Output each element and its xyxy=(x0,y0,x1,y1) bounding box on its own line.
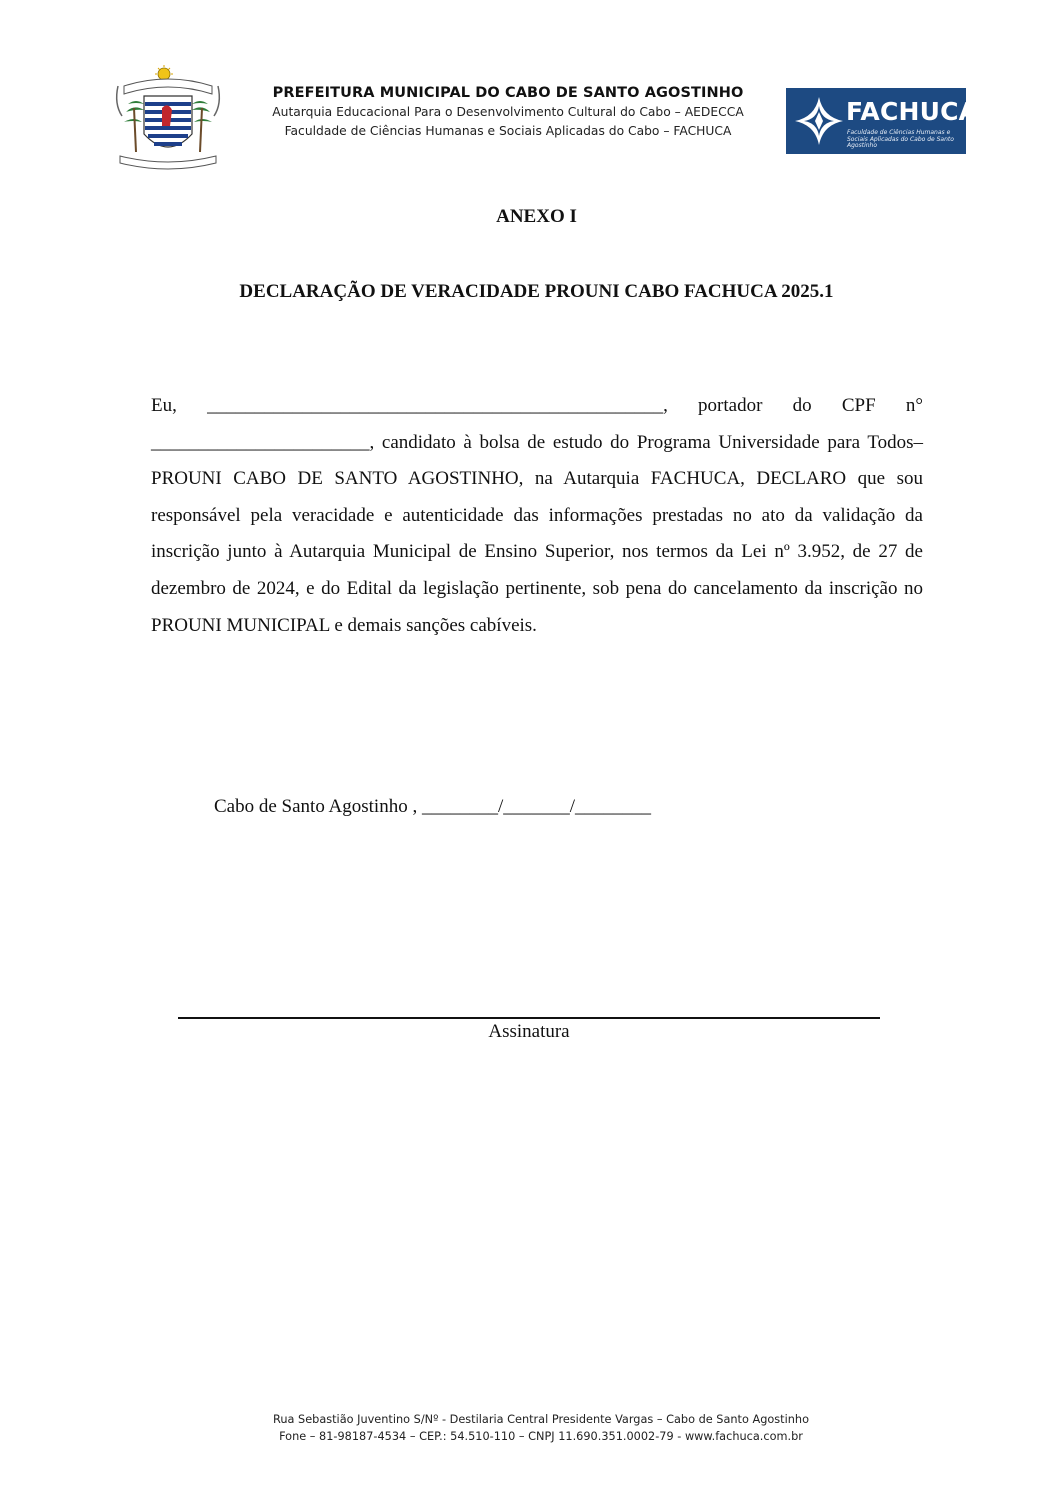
declaration-paragraph: Eu, ________________________________________________, portador do CPF n° _______________________, candidato à bolsa de estudo do Programa Universidade para Todos– PROUNI CABO DE SANTO AGOSTINHO, na Autarquia FACHUCA, DECLARO que sou responsável pela veracidade e autenticidade das informações prestadas no ato da validação da inscrição junto à Autarquia Municipal de Ensino Superior, nos termos da Lei nº 3.952, de 27 de dezembro de 2024, e do Edital da legislação pertinente, sob pena do cancelamento da inscrição no PROUNI MUNICIPAL e demais sanções cabíveis. xyxy=(151,395,923,636)
aedecca-line: Autarquia Educacional Para o Desenvolvimento Cultural do Cabo – AEDECCA xyxy=(272,105,744,119)
footer-contact: Fone – 81-98187-4534 – CEP.: 54.510-110 – CNPJ 11.690.351.0002-79 - www.fachuca.com.br xyxy=(279,1430,803,1443)
document-title: DECLARAÇÃO DE VERACIDADE PROUNI CABO FACHUCA 2025.1 xyxy=(239,281,834,302)
annex-heading: ANEXO I xyxy=(496,206,577,227)
date-field: Cabo de Santo Agostinho , ________/_______/________ xyxy=(214,796,651,817)
fachuca-star-icon xyxy=(792,94,846,148)
signature-label: Assinatura xyxy=(488,1021,570,1042)
coat-of-arms-icon xyxy=(112,64,224,172)
fachuca-logo-subtitle: Faculdade de Ciências Humanas e Sociais Aplicadas do Cabo de Santo Agostinho xyxy=(847,129,954,149)
fachuca-logo xyxy=(786,88,979,154)
prefeitura-title: PREFEITURA MUNICIPAL DO CABO DE SANTO AGOSTINHO xyxy=(272,85,744,101)
signature-line xyxy=(178,1017,880,1019)
institution-header xyxy=(228,84,788,141)
page-footer xyxy=(0,1411,1059,1445)
fachuca-logo-name: FACHUCA xyxy=(846,97,979,126)
letterhead xyxy=(0,0,1059,180)
fachuca-line: Faculdade de Ciências Humanas e Sociais Aplicadas do Cabo – FACHUCA xyxy=(284,124,732,138)
footer-address: Rua Sebastião Juventino S/Nº - Destilaria Central Presidente Vargas – Cabo de Santo Agostinho xyxy=(273,1413,809,1426)
